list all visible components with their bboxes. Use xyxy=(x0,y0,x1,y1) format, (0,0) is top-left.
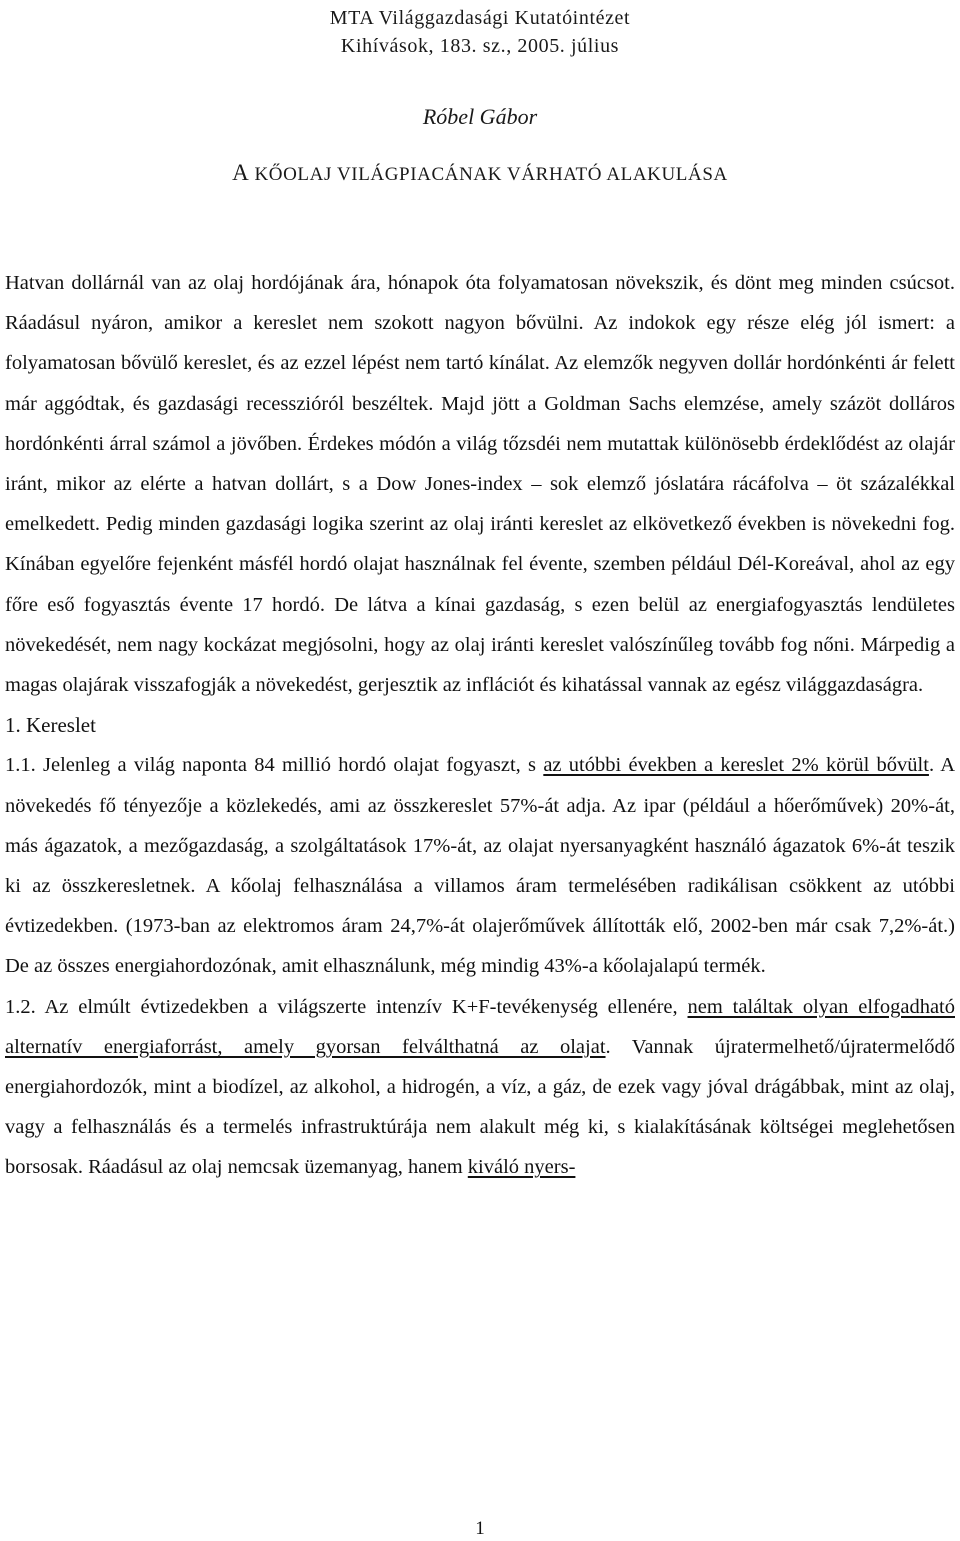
underlined-text: az utóbbi években a kereslet 2% körül bővült xyxy=(543,754,929,777)
underlined-text: kiváló nyers- xyxy=(467,1156,576,1179)
section-heading-kereslet: 1. Kereslet xyxy=(5,713,96,738)
paragraph-1-2 xyxy=(5,987,955,1188)
document-header xyxy=(5,4,955,60)
paragraph-number: 1.1. xyxy=(5,754,36,777)
paragraph-text: Az elmúlt évtizedekben a világszerte intenzív K+F-tevékenység ellenére, xyxy=(44,995,678,1018)
author-name: Róbel Gábor xyxy=(422,104,538,129)
underlined-text: nem találtak olyan elfogadható alternatív energiaforrást, amely gyorsan felválthatná az olajat xyxy=(5,995,955,1058)
paragraph-1-1 xyxy=(5,745,955,986)
paragraph-text: Jelenleg a világ naponta 84 millió hordó olajat fogyaszt, s xyxy=(43,754,537,777)
header-series: Kihívások, 183. sz., 2005. július xyxy=(340,35,620,57)
paragraph-text: . Vannak újratermelhető/újratermelődő energiahordozók, mint a biodízel, az alkohol, a hidrogén, a víz, a gáz, de ezek vagy jóval drágábbak, mint az olaj, vagy a felhasználás és a termelés infrastruktúrája nem alakult még ki, s kialakításának költségei meglehetősen borsosak. Ráadásul az olaj nemcsak üzemanyag, hanem xyxy=(5,1035,955,1179)
document-page xyxy=(5,0,955,1541)
title-initial: A xyxy=(232,160,249,185)
intro-paragraph: Hatvan dollárnál van az olaj hordójának ára, hónapok óta folyamatosan növekszik, és dönt meg minden csúcsot. Ráadásul nyáron, amikor a kereslet nem szokott nagyon bővülni. Az indokok egy része elég jól ismert: a folyamatosan bővülő kereslet, és az ezzel lépést nem tartó kínálat. Az elemzők negyven dollár hordónkénti ár felett már aggódtak, és gazdasági recesszióról beszéltek. Majd jött a Goldman Sachs elemzése, amely százöt dolláros hordónkénti árral számol a jövőben. Érdekes módón a világ tőzsdéi nem mutattak különösebb érdeklődést az olajár iránt, mikor az elérte a hatvan dollárt, s a Dow Jones-index – sok elemző jóslatára rácáfolva – öt százalékkal emelkedett. Pedig minden gazdasági logika szerint az olaj iránti kereslet az elkövetkező években is növekedni fog. Kínában egyelőre fejenként másfél hordó olajat használnak fel évente, szemben például Dél-Koreával, ahol az egy főre eső fogyasztás évente 17 hordó. De látva a kínai gazdaság, s ezen belül az energiafogyasztás lendületes növekedését, nem nagy kockázat megjósolni, hogy az olaj iránti kereslet valószínűleg tovább fog nőni. Márpedig a magas olajárak visszafogják a növekedést, gerjesztik az inflációt és kihatással vannak az egész világgazdaságra. xyxy=(5,272,955,697)
paragraph-number: 1.2. xyxy=(5,995,36,1018)
page-number: 1 xyxy=(475,1518,485,1539)
document-title xyxy=(5,160,955,186)
document-body xyxy=(5,263,955,1188)
header-institute: MTA Világgazdasági Kutatóintézet xyxy=(329,7,631,29)
paragraph-text: . A növekedés fő tényezője a közlekedés, ami az összkereslet 57%-át adja. Az ipar (például a hőerőművek) 20%-át, más ágazatok, a mezőgazdaság, a szolgáltatások 17%-át, az olajat nyersanyagként használó ágazatok 6%-át teszik ki az összkeresletnek. A kőolaj felhasználása a villamos áram termelésében radikálisan csökkent az utóbbi évtizedekben. (1973-ban az elektromos áram 24,7%-át olajerőművek állították elő, 2002-ben már csak 7,2%-át.) De az összes energiahordozónak, amit elhasználunk, még mindig 43%-a kőolajalapú termék. xyxy=(5,754,956,978)
title-rest: KŐOLAJ VILÁGPIACÁNAK VÁRHATÓ ALAKULÁSA xyxy=(254,164,728,185)
